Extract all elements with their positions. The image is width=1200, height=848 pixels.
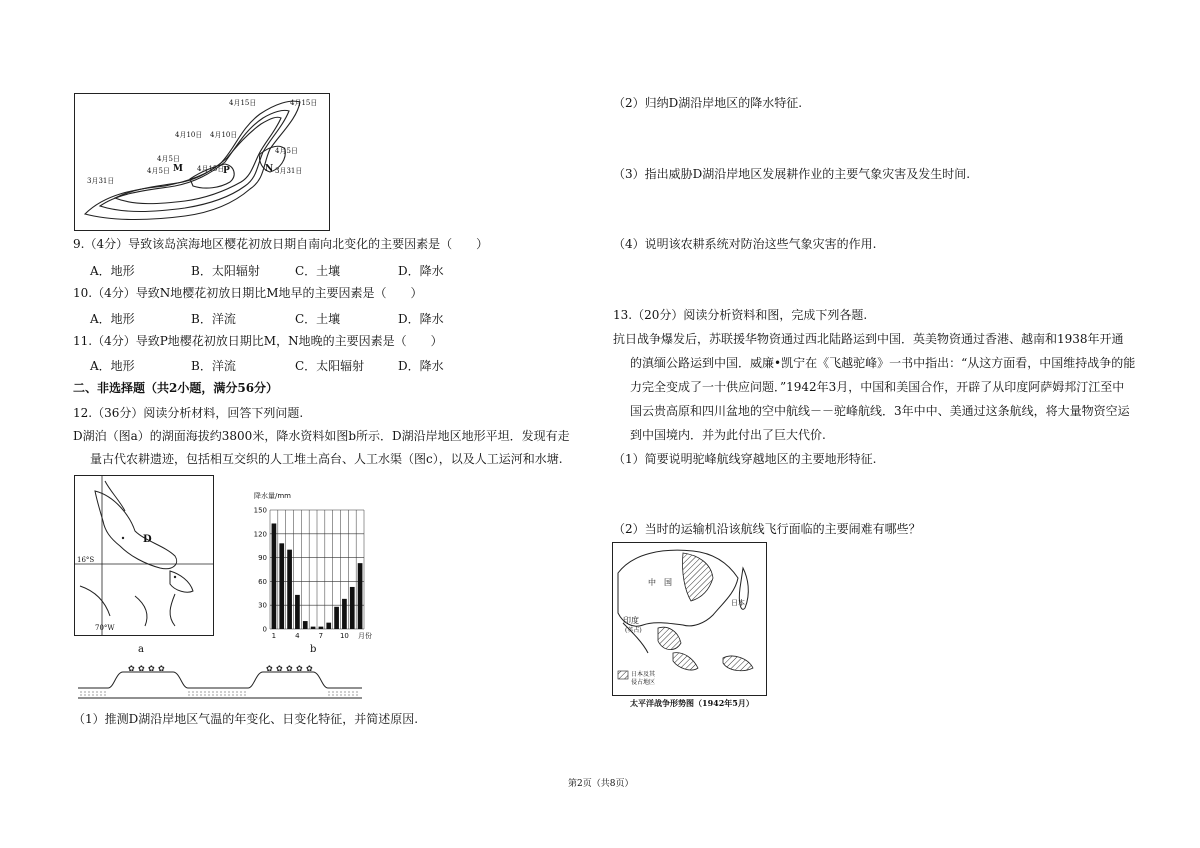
q12-stem: 12.（36分）阅读分析材料，回答下列问题.: [73, 406, 304, 420]
map-point-m: M: [173, 164, 183, 174]
chart-xtick-label: 7: [318, 632, 324, 640]
q10-option-c: C．土壤: [295, 312, 341, 326]
map-label-mar31-a: 3月31日: [87, 177, 115, 185]
map-point-n: N: [265, 164, 274, 174]
map2-china-label: 中 国: [648, 578, 672, 587]
precip-bar: [287, 550, 292, 629]
chart-ytick-label: 30: [258, 601, 267, 610]
precip-bar: [358, 563, 363, 629]
chart-xtick-label: 10: [339, 632, 349, 640]
q11-stem: 11.（4分）导致P地樱花初放日期比M，N地晚的主要因素是（ ）: [73, 334, 443, 348]
q9-option-d: D．降水: [398, 264, 444, 278]
lake-d-label: D: [143, 534, 152, 545]
svg-text:✿: ✿: [276, 664, 283, 673]
map2-japan-label: 日本: [731, 599, 745, 607]
map-label-apr5-a: 4月5日: [157, 155, 180, 163]
precip-bar: [279, 543, 284, 629]
precip-bar: [303, 621, 308, 629]
chart-xunit: 月份: [358, 632, 372, 640]
chart-ytick-label: 90: [258, 554, 267, 563]
map-label-apr10-a: 4月10日: [175, 131, 203, 139]
map-label-apr5-b: 4月5日: [147, 167, 170, 175]
section2-heading: 二、非选择题（共2小题，满分56分）: [73, 381, 279, 395]
precip-bar: [334, 607, 339, 629]
svg-text:✿: ✿: [296, 664, 303, 673]
svg-text:✿: ✿: [306, 664, 313, 673]
chart-ytick-label: 150: [253, 506, 267, 515]
q11-option-b: B．洋流: [191, 359, 236, 373]
q13-sub2: （2）当时的运输机沿该航线飞行面临的主要闹难有哪些？: [613, 522, 921, 536]
pacific-war-map: [612, 542, 767, 696]
precip-bar: [311, 627, 316, 629]
sakura-map-svg: [75, 94, 329, 230]
precip-chart: [240, 488, 380, 648]
page-footer: 第2页（共8页）: [568, 779, 634, 789]
chart-ytick-label: 0: [262, 625, 267, 634]
q10-option-d: D．降水: [398, 312, 444, 326]
q11-option-a: A．地形: [90, 359, 135, 373]
map-label-apr5-c: 4月5日: [275, 147, 298, 155]
lake-d-map: [74, 475, 214, 636]
chart-xtick-label: 1: [271, 632, 277, 640]
q11-option-d: D．降水: [398, 359, 444, 373]
q13-p1: 抗日战争爆发后，苏联援华物资通过西北陆路运到中国．英美物资通过香港、越南和1938年开通: [613, 332, 1124, 346]
sakura-isoline-map: [74, 93, 330, 231]
precip-chart-svg: [240, 488, 380, 648]
raised-field-diagram: [78, 660, 362, 702]
q12-para1: D湖泊（图a）的湖面海拔约3800米，降水资料如图b所示．D湖沿岸地区地形平坦．发现有走: [73, 429, 570, 443]
svg-text:✿: ✿: [266, 664, 273, 673]
q13-p3: 力完全变成了一十供应问题．”1942年3月，中国和美国合作，开辟了从印度阿萨姆邦汀江至中: [630, 380, 1125, 394]
q9-stem: 9.（4分）导致该岛滨海地区樱花初放日期自南向北变化的主要因素是（ ）: [73, 237, 489, 251]
map2-legend-line2: 侵占地区: [631, 679, 656, 686]
chart-xtick-label: 4: [295, 632, 300, 640]
map2-india-label: 印度: [623, 616, 639, 625]
q11-option-c: C．太阳辐射: [295, 359, 365, 373]
fig-a-caption: a: [138, 644, 144, 655]
fig-b-caption: b: [310, 644, 317, 655]
q10-option-b: B．洋流: [191, 312, 236, 326]
chart-ylabel: 降水量/mm: [254, 492, 291, 500]
map-label-apr15-c: 4月15日: [197, 165, 225, 173]
q12-sub4: （4）说明该农耕系统对防治这些气象灾害的作用.: [613, 237, 877, 251]
precip-bar: [342, 599, 347, 629]
q9-option-c: C．土壤: [295, 264, 341, 278]
q13-p4: 国云贵高原和四川盆地的空中航线－－驼峰航线．3年中中、美通过这条航线，将大量物资空运: [630, 404, 1130, 418]
q13-stem: 13.（20分）阅读分析资料和图，完成下列各题.: [613, 308, 868, 322]
lat-label: 16°S: [77, 556, 95, 564]
precip-bar: [350, 587, 355, 629]
svg-text:✿: ✿: [148, 664, 155, 673]
svg-text:✿: ✿: [128, 664, 135, 673]
q12-sub1: （1）推测D湖沿岸地区气温的年变化、日变化特征，并简述原因.: [73, 712, 419, 726]
q10-stem: 10.（4分）导致N地樱花初放日期比M地早的主要因素是（ ）: [73, 286, 423, 300]
precip-bar: [319, 627, 324, 629]
map-point-p: P: [223, 166, 230, 176]
svg-text:✿: ✿: [286, 664, 293, 673]
q12-sub3: （3）指出威胁D湖沿岸地区发展耕作业的主要气象灾害及发生时间.: [613, 167, 971, 181]
precip-bar: [295, 595, 300, 629]
lake-map-svg: [75, 476, 213, 635]
svg-text:✿: ✿: [158, 664, 165, 673]
chart-ytick-label: 60: [258, 577, 267, 586]
lon-label: 70°W: [95, 624, 115, 632]
precip-bar: [326, 623, 331, 629]
map-label-apr15-a: 4月15日: [229, 99, 257, 107]
map2-caption: 太平洋战争形势图（1942年5月）: [630, 698, 754, 708]
map-label-apr10-b: 4月10日: [210, 131, 238, 139]
q12-para2: 量古代农耕遗迹，包括相互交织的人工堆土高台、人工水渠（图c），以及人工运河和水塘.: [90, 452, 563, 466]
map2-india-note: (英占): [625, 627, 642, 634]
q10-option-a: A．地形: [90, 312, 135, 326]
q13-p5: 到中国境内．并为此付出了巨大代价.: [630, 428, 826, 442]
q13-sub1: （1）简要说明驼峰航线穿越地区的主要地形特征.: [613, 452, 877, 466]
q13-p2: 的滇缅公路运到中国．威廉•凯宁在《飞越驼峰》一书中指出：“从这方面看，中国维持战争的能: [630, 356, 1136, 370]
raised-field-svg: [78, 660, 362, 702]
map2-legend-line1: 日本及其: [631, 671, 656, 678]
map-label-mar31-b: 3月31日: [275, 167, 303, 175]
svg-text:✿: ✿: [138, 664, 145, 673]
chart-ytick-label: 120: [253, 530, 267, 539]
q9-option-b: B．太阳辐射: [191, 264, 260, 278]
precip-bar: [272, 523, 277, 629]
map-label-apr15-b: 4月15日: [290, 99, 318, 107]
q12-sub2: （2）归纳D湖沿岸地区的降水特征.: [613, 96, 803, 110]
q9-option-a: A．地形: [90, 264, 135, 278]
